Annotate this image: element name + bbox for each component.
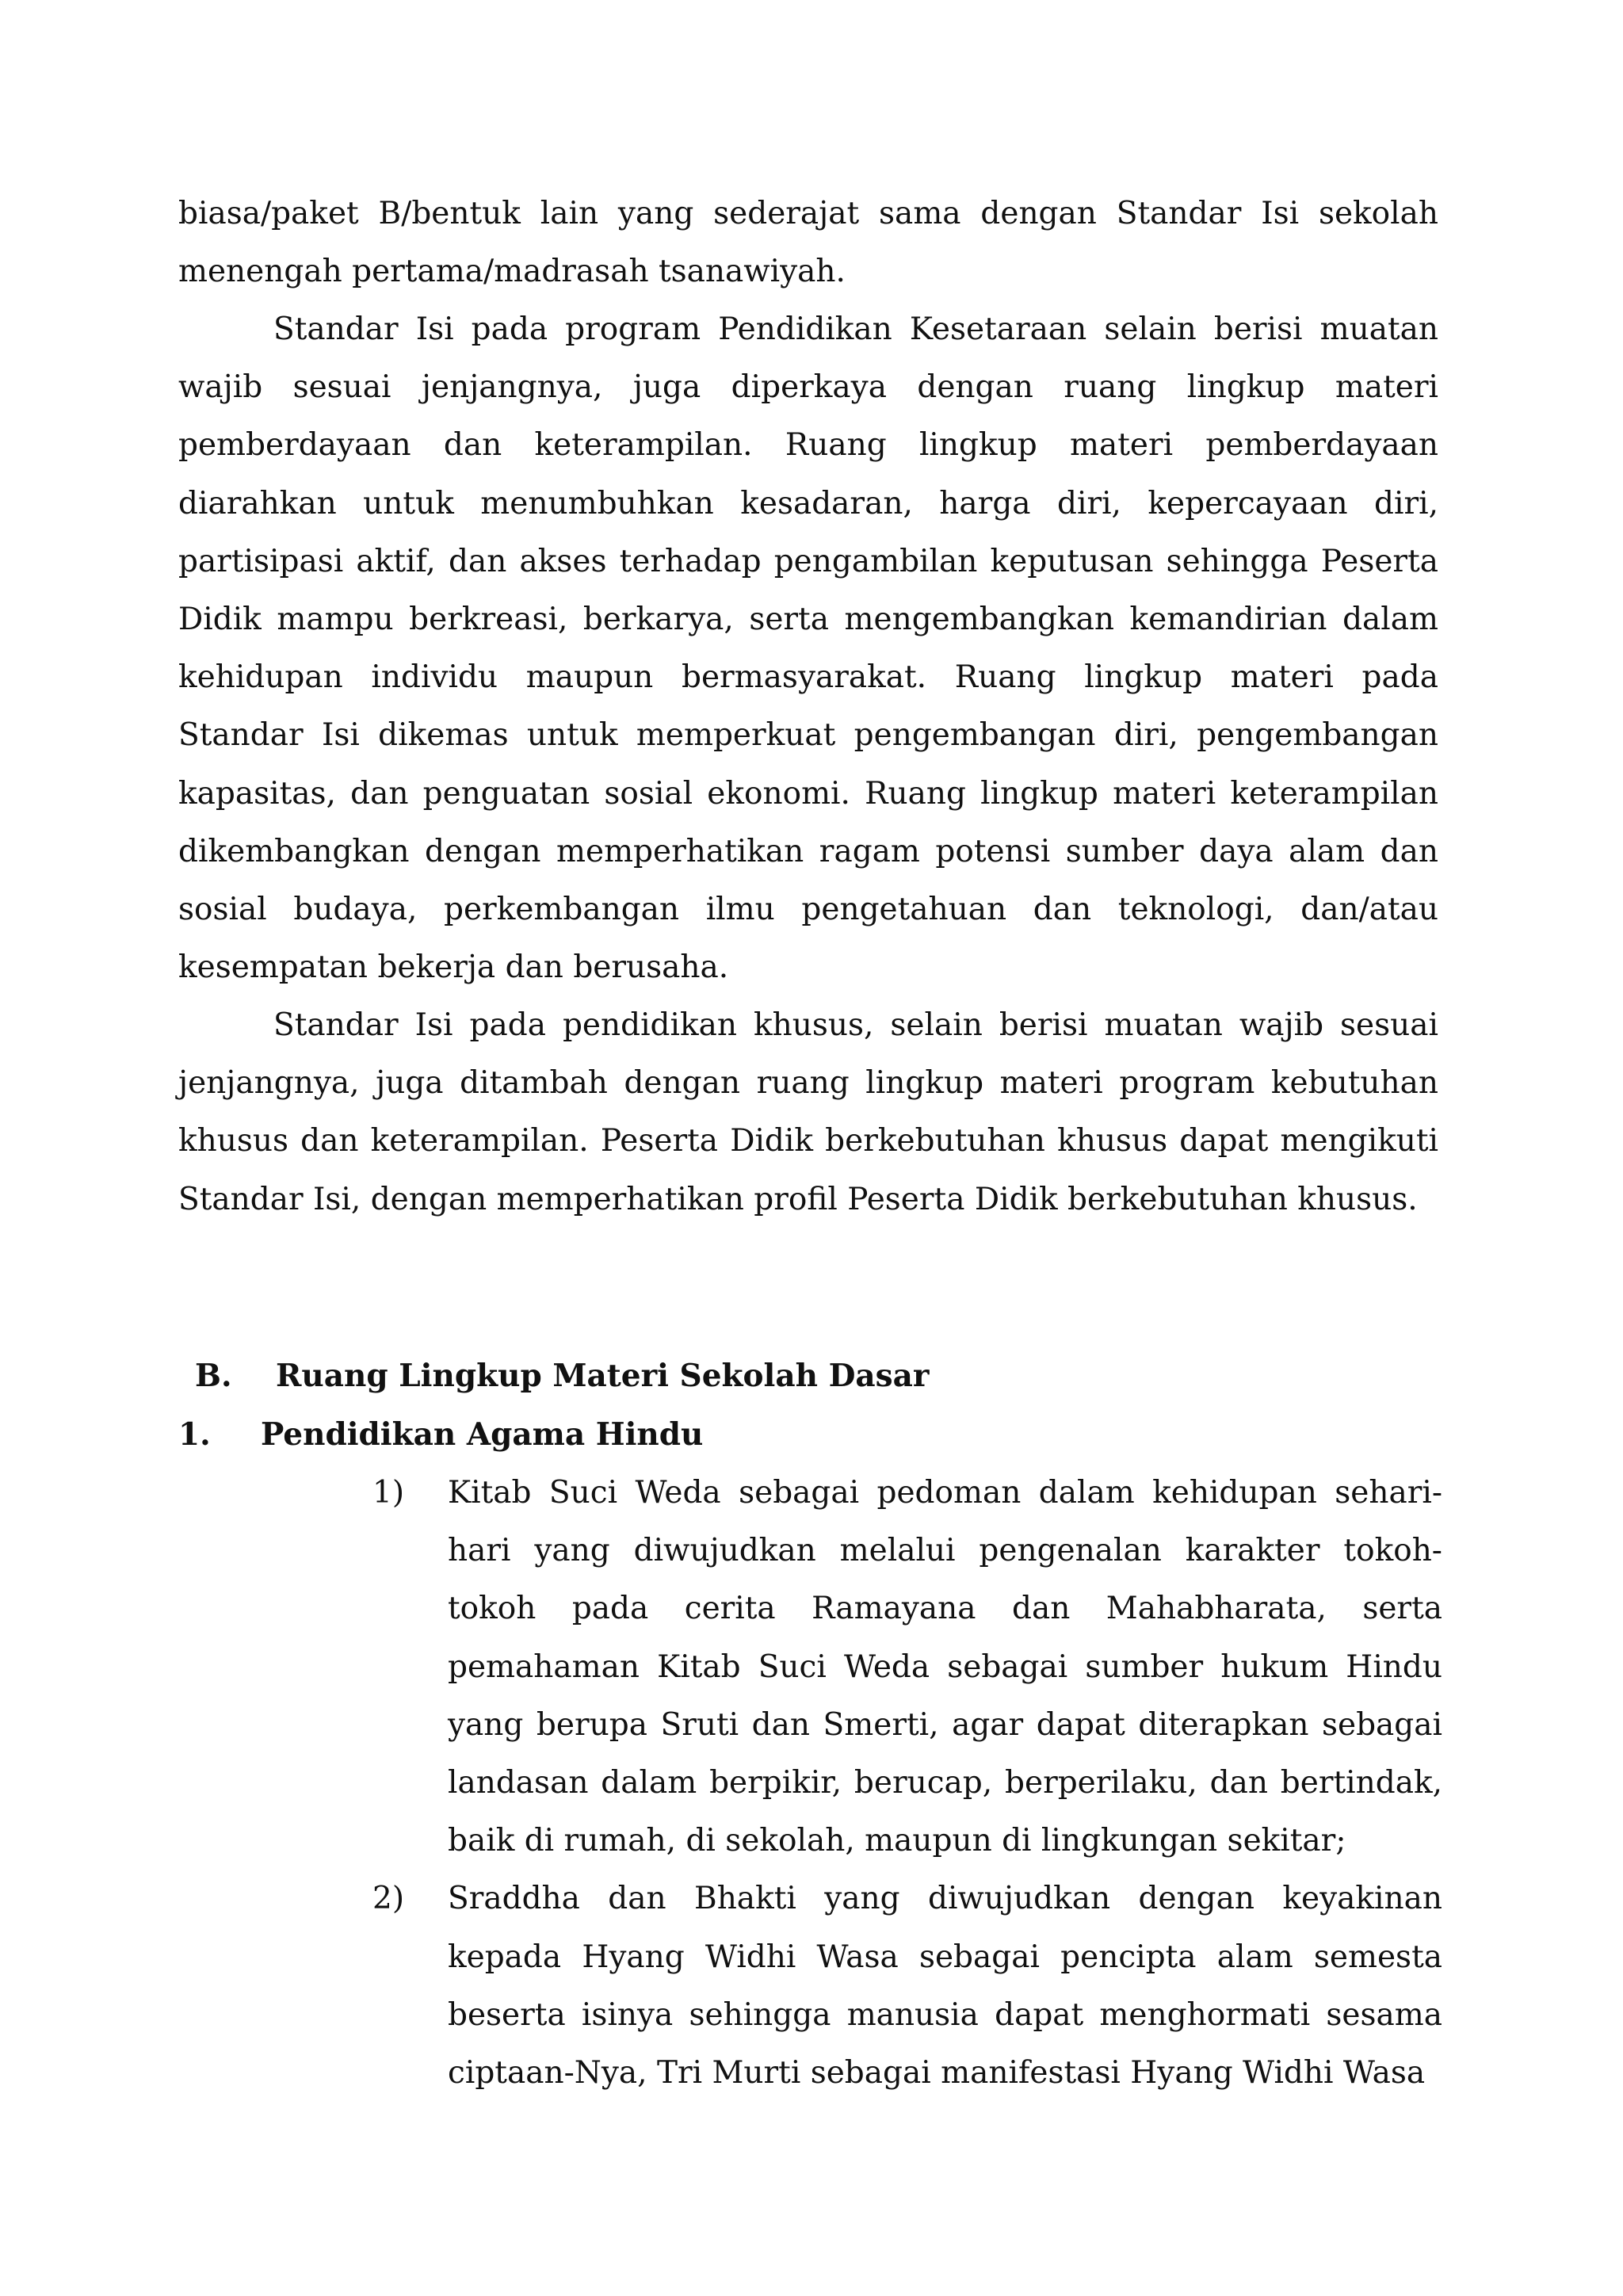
subsection-title: Pendidikan Agama Hindu <box>261 1416 704 1453</box>
paragraph-continuation: biasa/paket B/bentuk lain yang sederajat sama dengan Standar Isi sekolah menengah pertama/madrasah tsanawiyah. <box>178 196 1438 290</box>
subsection-number: 1. <box>178 1416 211 1453</box>
section-title: Ruang Lingkup Materi Sekolah Dasar <box>276 1358 930 1394</box>
list-item-text: Kitab Suci Weda sebagai pedoman dalam kehidupan sehari-hari yang diwujudkan melalui pengenalan karakter tokoh-tokoh pada cerita Ramayana dan Mahabharata, serta pemahaman Kitab Suci Weda sebagai sumber hukum Hindu yang berupa Sruti dan Smerti, agar dapat diterapkan sebagai landasan dalam berpikir, berucap, berperilaku, dan bertindak, baik di rumah, di sekolah, maupun di lingkungan sekitar; <box>448 1475 1442 1859</box>
list-item-text: Sraddha dan Bhakti yang diwujudkan dengan keyakinan kepada Hyang Widhi Wasa sebagai pencipta alam semesta beserta isinya sehingga manusia dapat menghormati sesama ciptaan-Nya, Tri Murti sebagai manifestasi Hyang Widhi Wasa <box>448 1881 1442 2092</box>
list-item <box>372 1464 1442 1870</box>
section-number: B. <box>195 1358 232 1394</box>
list-item-marker: 2) <box>372 1881 405 1917</box>
paragraph-pendidikan-kesetaraan: Standar Isi pada program Pendidikan Kesetaraan selain berisi muatan wajib sesuai jenjangnya, juga diperkaya dengan ruang lingkup materi pemberdayaan dan keterampilan. Ruang lingkup materi pemberdayaan diarahkan untuk menumbuhkan kesadaran, harga diri, kepercayaan diri, partisipasi aktif, dan akses terhadap pengambilan keputusan sehingga Peserta Didik mampu berkreasi, berkarya, serta mengembangkan kemandirian dalam kehidupan individu maupun bermasyarakat. Ruang lingkup materi pada Standar Isi dikemas untuk memperkuat pengembangan diri, pengembangan kapasitas, dan penguatan sosial ekonomi. Ruang lingkup materi keterampilan dikembangkan dengan memperhatikan ragam potensi sumber daya alam dan sosial budaya, perkembangan ilmu pengetahuan dan teknologi, dan/atau kesempatan bekerja dan berusaha. <box>178 311 1438 986</box>
subsection-heading <box>178 1406 703 1464</box>
materi-list <box>372 1464 1442 2102</box>
section-heading <box>195 1347 929 1405</box>
list-item-marker: 1) <box>372 1475 405 1511</box>
paragraph-pendidikan-khusus: Standar Isi pada pendidikan khusus, selain berisi muatan wajib sesuai jenjangnya, juga ditambah dengan ruang lingkup materi program kebutuhan khusus dan keterampilan. Peserta Didik berkebutuhan khusus dapat mengikuti Standar Isi, dengan memperhatikan profil Peserta Didik berkebutuhan khusus. <box>178 1007 1438 1217</box>
list-item <box>372 1870 1442 2102</box>
